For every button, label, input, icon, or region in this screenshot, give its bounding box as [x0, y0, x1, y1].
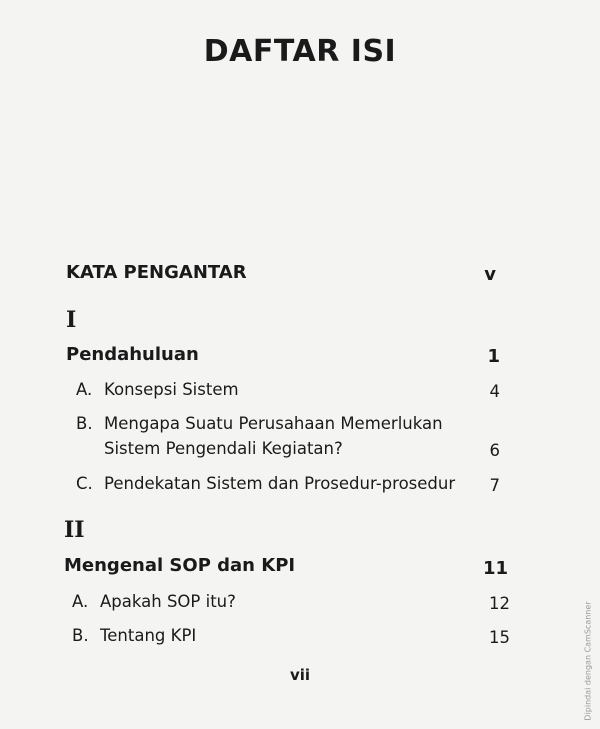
scanner-watermark-text: Dipindai dengan CamScanner [583, 601, 593, 721]
toc-item-letter: B. [76, 414, 93, 433]
toc-item-text-line2: Sistem Pengendali Kegiatan? [104, 439, 343, 458]
toc-item-text: Tentang KPI [100, 626, 197, 645]
toc-item-page: 6 [489, 441, 500, 460]
toc-item-page: 4 [489, 382, 500, 401]
chapter-1-page: 1 [487, 346, 500, 367]
chapter-2-title: Mengenal SOP dan KPI [64, 555, 296, 576]
chapter-1-title: Pendahuluan [66, 344, 199, 365]
chapter-2-page: 11 [482, 558, 508, 579]
kata-pengantar-page: v [484, 264, 496, 285]
kata-pengantar-label: KATA PENGANTAR [66, 262, 247, 283]
toc-item-letter: B. [72, 626, 89, 645]
toc-item-text: Pendekatan Sistem dan Prosedur-prosedur [104, 474, 456, 493]
toc-item-text-line1: Mengapa Suatu Perusahaan Memerlukan [104, 414, 443, 433]
toc-item-page: 12 [489, 594, 510, 613]
toc-item-letter: A. [76, 380, 93, 399]
toc-item-letter: C. [76, 474, 93, 493]
toc-item-page: 15 [489, 628, 510, 647]
page-folio: vii [289, 666, 311, 684]
chapter-2-roman: II [64, 517, 85, 543]
toc-item-letter: A. [72, 592, 89, 611]
toc-item-page: 7 [489, 476, 500, 495]
chapter-1-roman: I [66, 307, 77, 333]
toc-item-text: Konsepsi Sistem [104, 380, 239, 399]
scanner-watermark [581, 600, 595, 722]
toc-item-text: Apakah SOP itu? [100, 592, 236, 611]
page-title: DAFTAR ISI [203, 34, 397, 69]
